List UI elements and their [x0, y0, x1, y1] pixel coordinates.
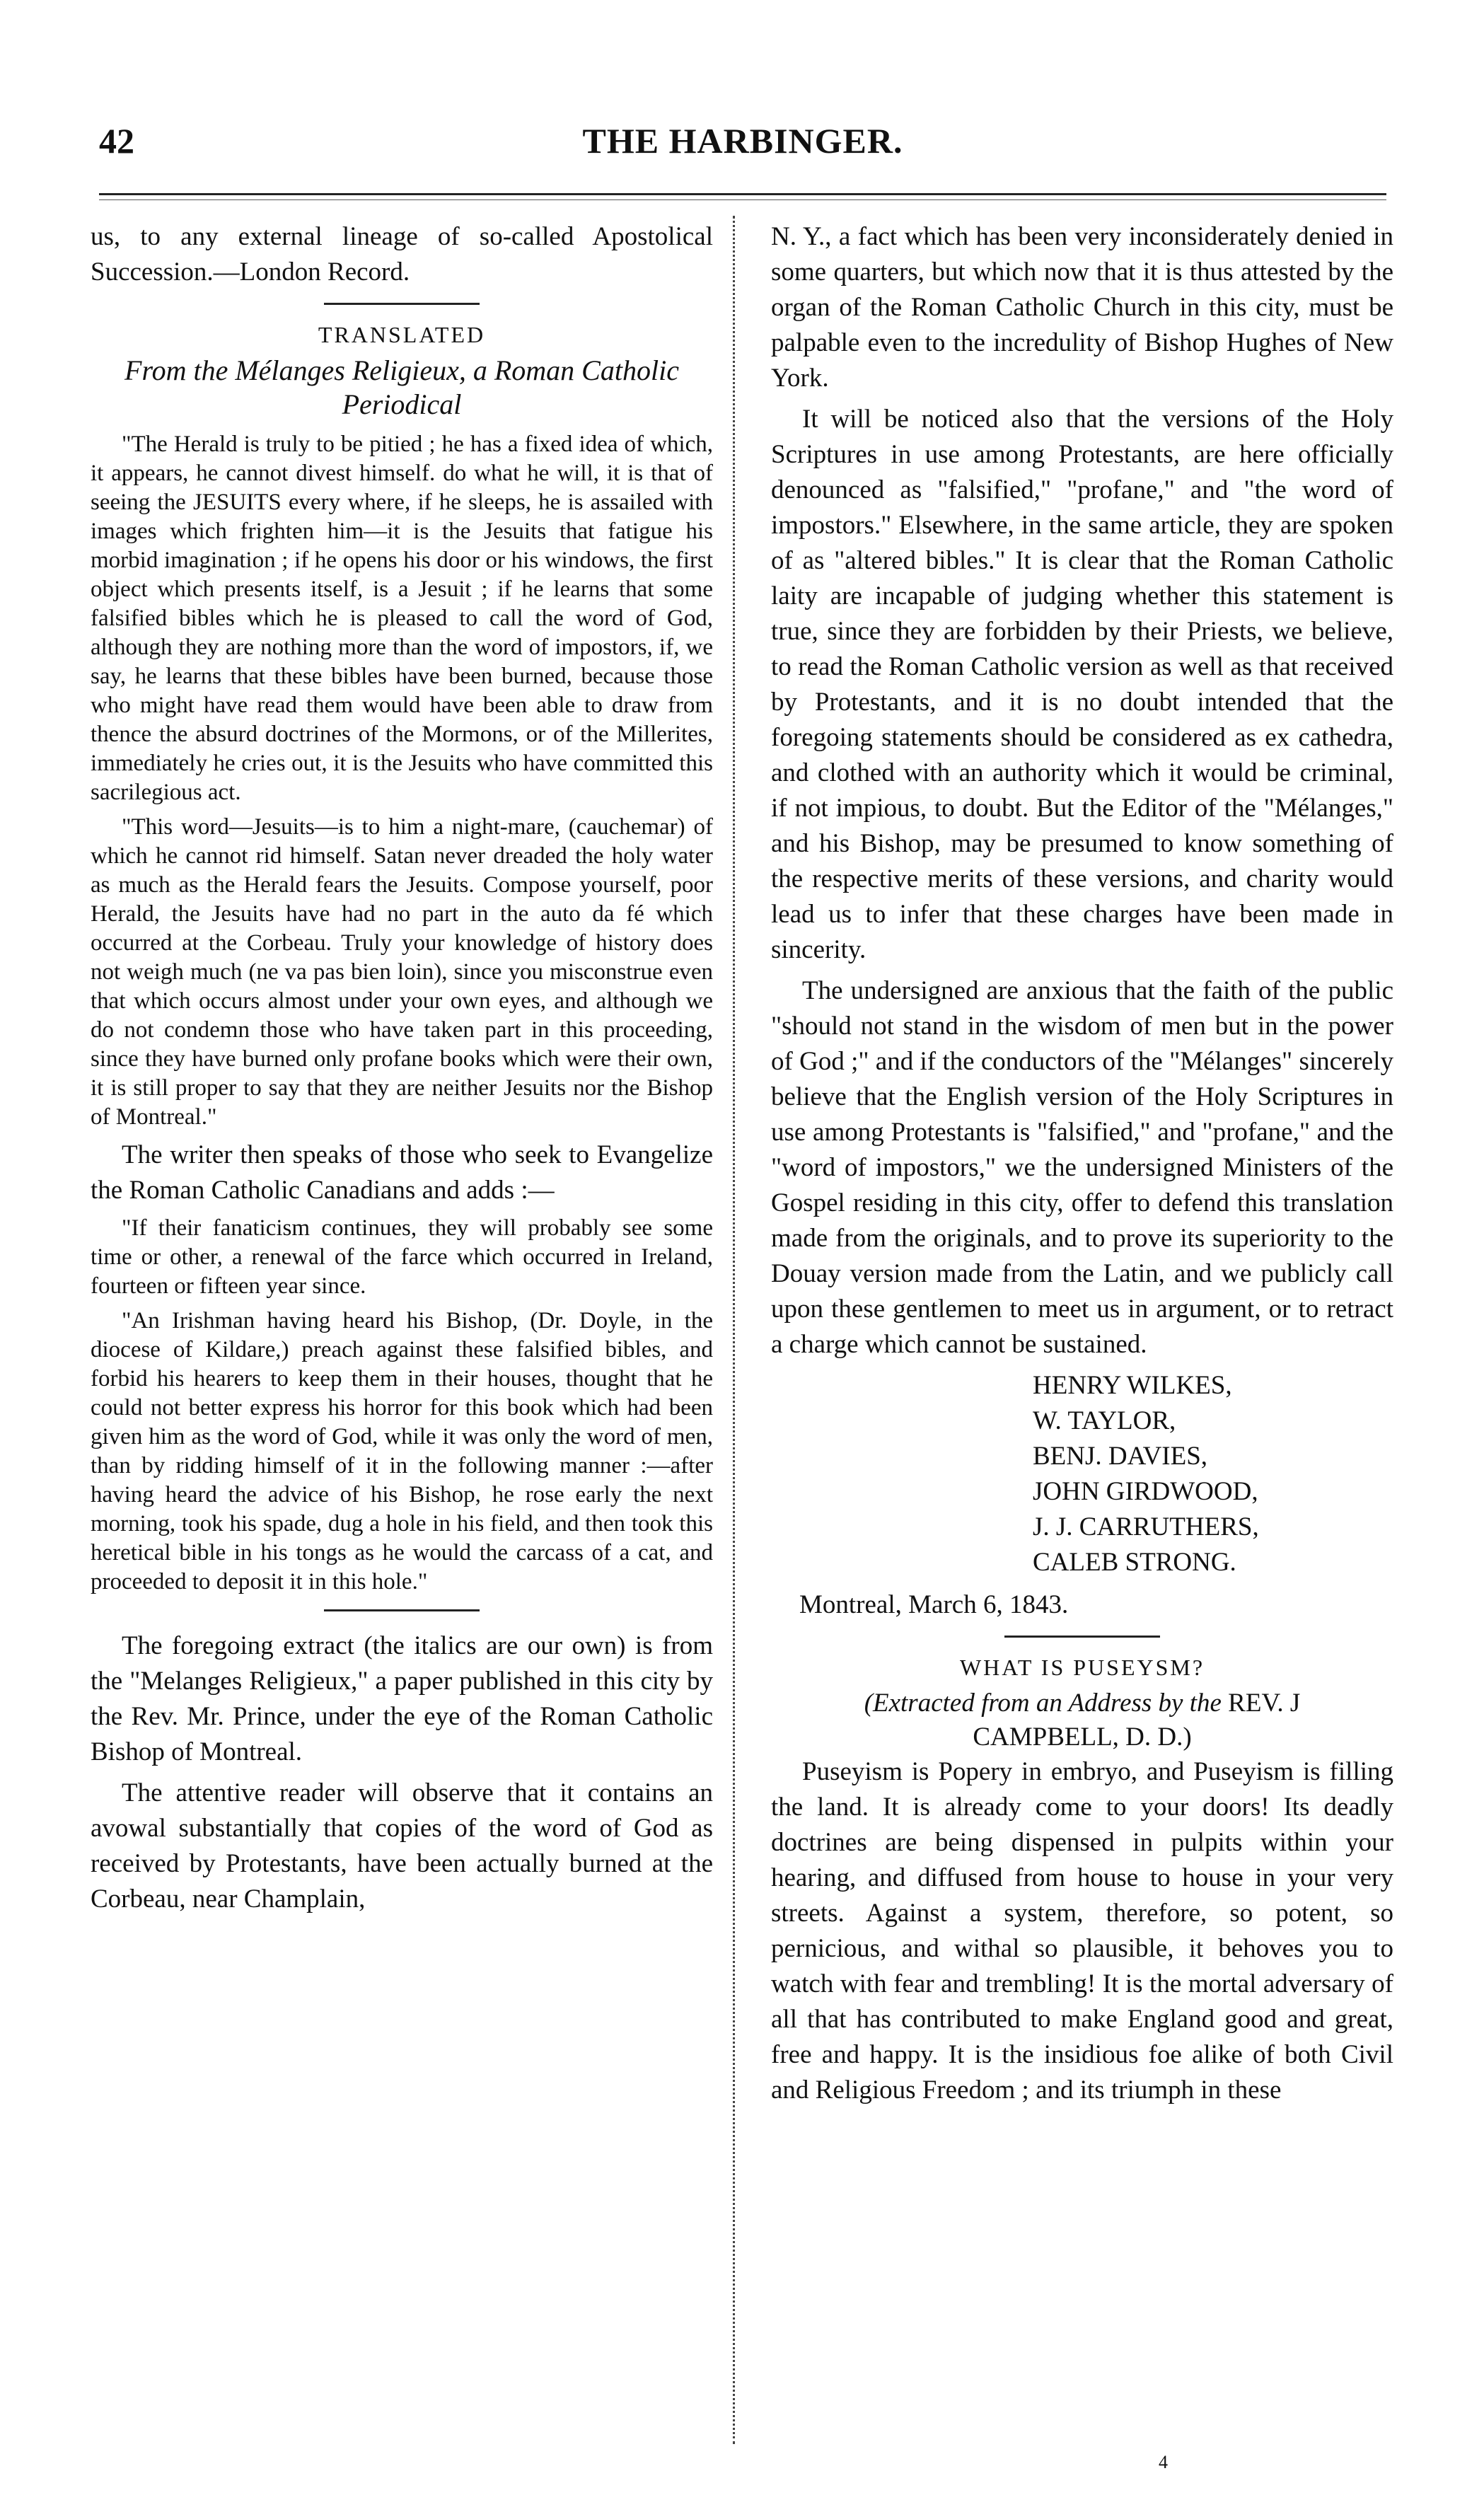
signatory-name: JOHN GIRDWOOD, [1033, 1477, 1258, 1506]
footer-mark: 4 [1159, 2452, 1168, 2472]
dateline: Montreal, March 6, 1843. [799, 1590, 1069, 1619]
body-paragraph: The attentive reader will observe that it contains an avowal substantially that copies of the word of God as received by Protestants, have been actually burned at the Corbeau, near Champlain, [91, 1778, 713, 1914]
section-heading: WHAT IS PUSEYSM? [959, 1655, 1205, 1680]
section-subtitle: From the Mélanges Religieux, a Roman Catholic Periodical [124, 354, 679, 420]
column-divider [733, 216, 735, 2444]
section-rule [324, 1609, 480, 1611]
page-number: 42 [99, 121, 134, 161]
right-column [771, 219, 1393, 2114]
body-paragraph: The foregoing extract (the italics are our own) is from the "Melanges Religieux," a paper published in this city by the Rev. Mr. Prince, under the eye of the Roman Catholic Bishop of Montreal. [91, 1631, 713, 1766]
body-paragraph: It will be noticed also that the versions of the Holy Scriptures in use among Protestants, are here officially denounced as "falsified," "profane," and "the word of impostors." Elsewhere, in the same article, they are spoken of as "altered bibles." It is clear that the Roman Catholic laity are incapable of judging whether this statement is true, since they are forbidden by their Priests, we believe, to read the Roman Catholic version as well as that received by Protestants, and it is no doubt intended that the foregoing statements should be considered as ex cathedra, and clothed with an authority which it would be criminal, if not impious, to doubt. But the Editor of the "Mélanges," and his Bishop, may be presumed to know something of the respective merits of these versions, and charity would lead us to infer that these charges have been made in sincerity. [771, 405, 1393, 964]
quoted-paragraph: "The Herald is truly to be pitied ; he has a fixed idea of which, it appears, he cannot divest himself. do what he will, it is that of seeing the JESUITS every where, if he sleeps, he is assailed with images which frighten him—it is the Jesuits that fatigue his morbid imagination ; if he opens his door or his windows, the first object which presents itself, is a Jesuit ; if he learns that some falsified bibles which he is pleased to call the word of God, although they are nothing more than the word of impostors, if, we say, he learns that these bibles have been burned, because those who might have read them would have been able to draw from thence the absurd doctrines of the Mormons, or of the Millerites, immediately he cries out, it is the Jesuits who have committed this sacrilegious act. [91, 432, 713, 805]
quoted-paragraph: "If their fanaticism continues, they will probably see some time or other, a renewal of the farce which occurred in Ireland, fourteen or fifteen year since. [91, 1215, 713, 1299]
signatory-name: BENJ. DAVIES, [1033, 1442, 1208, 1471]
left-column [91, 219, 713, 1923]
signatory-name: HENRY WILKES, [1033, 1371, 1232, 1400]
running-title: THE HARBINGER. [582, 121, 903, 161]
source-title: REV. J [1228, 1689, 1301, 1718]
source-intro: (Extracted from an Address by the [864, 1689, 1222, 1718]
quoted-paragraph: "This word—Jesuits—is to him a night-mare, (cauchemar) of which he cannot rid himself. Satan never dreaded the holy water as much as the Herald fears the Jesuits. Compose yourself, poor Herald, the Jesuits have had no part in the auto da fé which occurred at the Corbeau. Truly your knowledge of history does not weigh much (ne va pas bien loin), since you misconstrue even that which occurs almost under your own eyes, and although we do not condemn those who have taken part in this proceeding, since they have burned only profane books which were their own, it is still proper to say that they are neither Jesuits nor the Bishop of Montreal." [91, 814, 713, 1130]
body-paragraph: The undersigned are anxious that the faith of the public "should not stand in the wisdom of men but in the power of God ;" and if the conductors of the "Mélanges" sincerely believe that the English version of the Holy Scriptures in use among Protestants is "falsified," and "profane," and the "word of impostors," we the undersigned Ministers of the Gospel residing in this city, offer to defend this translation made from the originals, and to prove its superiority to the Douay version made from the Latin, and we publicly call upon these gentlemen to meet us in argument, or to retract a charge which cannot be sustained. [771, 976, 1393, 1359]
signature-block [1033, 1368, 1393, 1580]
body-paragraph: N. Y., a fact which has been very inconsiderately denied in some quarters, but which now that it is thus attested by the organ of the Roman Catholic Church in this city, must be palpable even to the incredulity of Bishop Hughes of New York. [771, 222, 1393, 393]
section-rule [1004, 1636, 1160, 1638]
source-attribution [771, 1686, 1393, 1754]
header-rule [99, 193, 1386, 200]
signatory-name: J. J. CARRUTHERS, [1033, 1512, 1259, 1541]
source-name: CAMPBELL, D. D.) [973, 1723, 1192, 1752]
page-header [99, 120, 1386, 184]
section-heading: TRANSLATED [318, 322, 486, 347]
body-paragraph: The writer then speaks of those who seek to Evangelize the Roman Catholic Canadians and adds :— [91, 1140, 713, 1205]
quoted-paragraph: "An Irishman having heard his Bishop, (Dr. Doyle, in the diocese of Kildare,) preach against these falsified bibles, and forbid his hearers to keep them in their houses, thought that he could not better express his horror for this book which had been given him as the word of God, while it was only the word of men, than by ridding himself of it in the following manner :—after having heard the advice of his Bishop, he rose early the next morning, took his spade, dug a hole in his field, and then took this heretical bible in his tongs as he would the carcass of a cat, and proceeded to deposit it in this hole." [91, 1308, 713, 1594]
signatory-name: CALEB STRONG. [1033, 1548, 1236, 1577]
section-rule [324, 303, 480, 305]
continued-paragraph: us, to any external lineage of so-called Apostolical Succession.—London Record. [91, 222, 713, 286]
body-paragraph: Puseyism is Popery in embryo, and Puseyism is filling the land. It is already come to your doors! Its deadly doctrines are being dispensed in pulpits within your hearing, and diffused from house to house in your very streets. Against a system, therefore, so potent, so pernicious, and withal so plausible, it behoves you to watch with fear and trembling! It is the mortal adversary of all that has contributed to make England good and great, free and happy. It is the insidious foe alike of both Civil and Religious Freedom ; and its triumph in these [771, 1757, 1393, 2105]
signatory-name: W. TAYLOR, [1033, 1406, 1176, 1435]
